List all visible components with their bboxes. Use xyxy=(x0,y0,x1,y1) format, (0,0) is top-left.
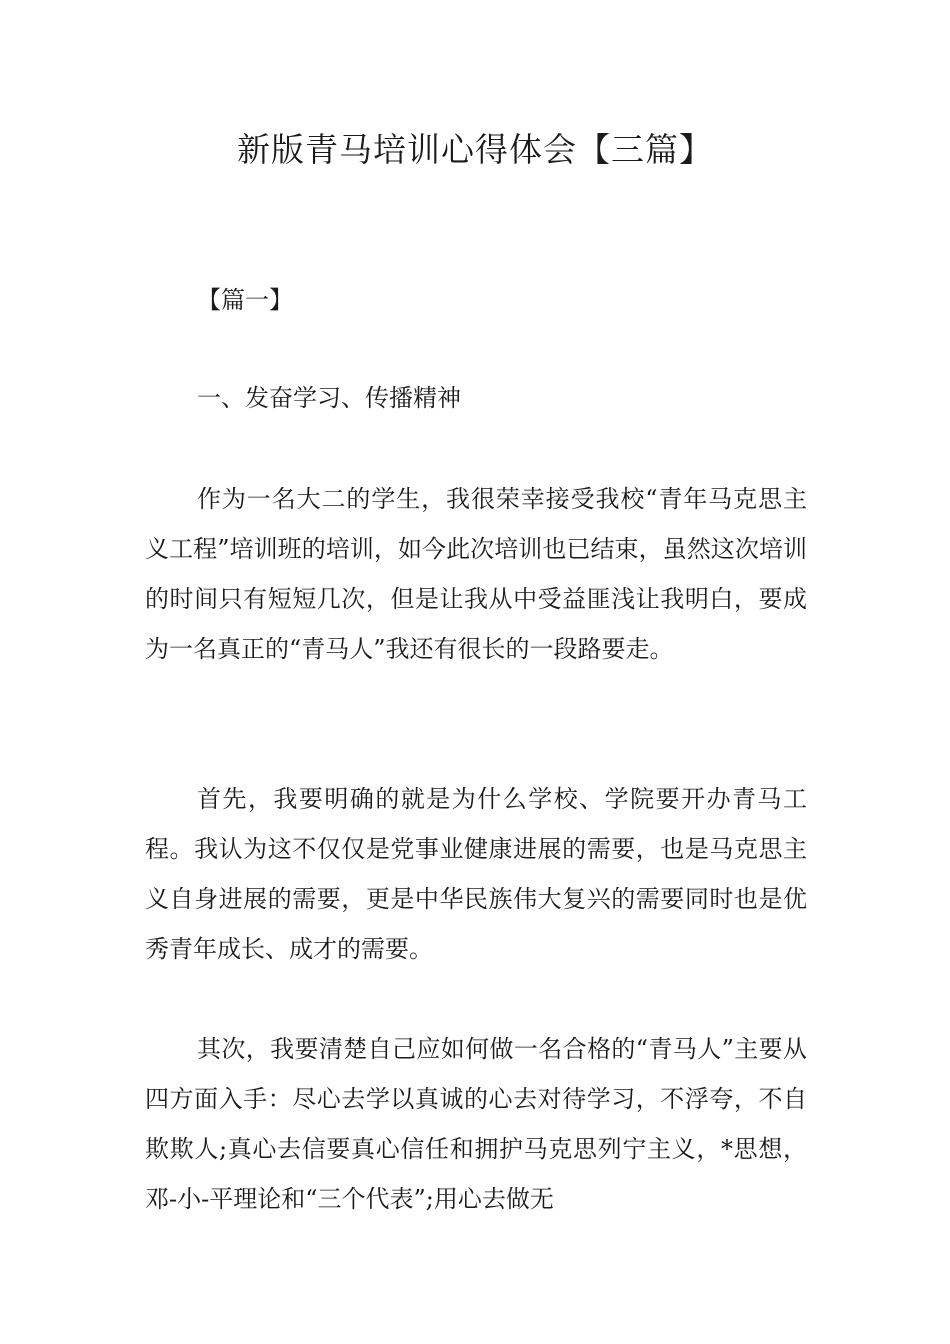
paragraph: 作为一名大二的学生，我很荣幸接受我校“青年马克思主义工程”培训班的培训，如今此次培训也已结束，虽然这次培训的时间只有短短几次，但是让我从中受益匪浅让我明白，要成为一名真正的“青马人”我还有很长的一段路要走。 xyxy=(145,485,807,663)
section-label: 【篇一】 xyxy=(197,286,293,314)
document-title: 新版青马培训心得体会【三篇】 xyxy=(237,130,713,169)
section-heading: 一、发奋学习、传播精神 xyxy=(197,384,461,412)
paragraph: 其次，我要清楚自己应如何做一名合格的“青马人”主要从四方面入手：尽心去学以真诚的心去对待学习，不浮夸，不自欺欺人;真心去信要真心信任和拥护马克思列宁主义，*思想，邓-小-平理论和“三个代表”;用心去做无 xyxy=(145,1035,807,1213)
paragraph: 首先，我要明确的就是为什么学校、学院要开办青马工程。我认为这不仅仅是党事业健康进展的需要，也是马克思主义自身进展的需要，更是中华民族伟大复兴的需要同时也是优秀青年成长、成才的需要。 xyxy=(145,785,807,963)
